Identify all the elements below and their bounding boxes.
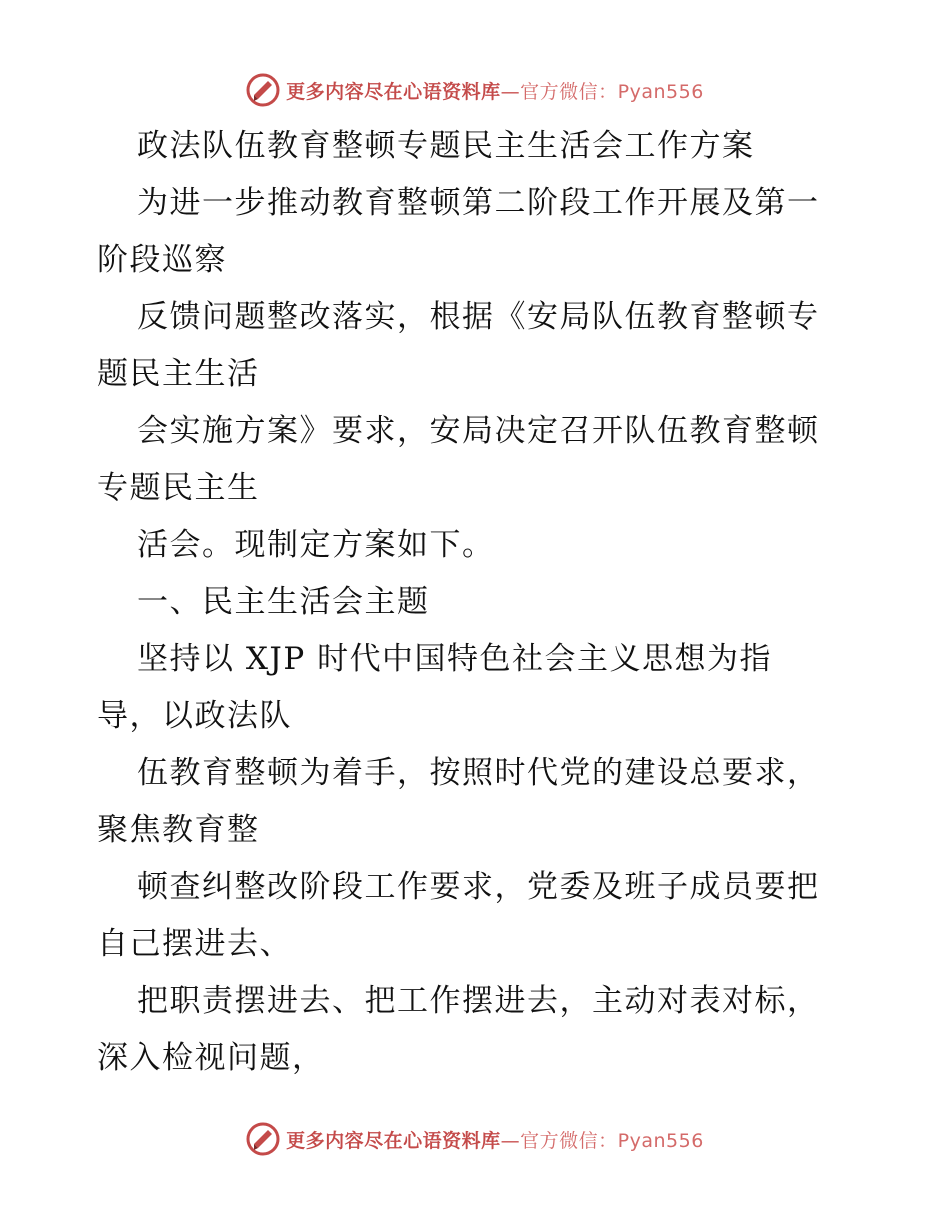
text-line: 为进一步推动教育整顿第二阶段工作开展及第一 [137,185,820,221]
banner-dash: — [500,80,521,103]
text-line: 阶段巡察 [97,242,227,278]
section-heading: 一、民主生活会主题 [137,584,430,620]
text-line: 会实施方案》要求，安局决定召开队伍教育整顿 [137,413,820,449]
banner-text [286,1126,704,1153]
banner-wechat-text: 官方微信：Pyan556 [520,1129,704,1152]
banner-wechat-text: 官方微信：Pyan556 [520,80,704,103]
text-line: 坚持以 XJP 时代中国特色社会主义思想为指 [137,641,773,677]
footer-watermark-banner [0,1119,950,1159]
text-line: 伍教育整顿为着手，按照时代党的建设总要求， [137,755,820,791]
document-body [97,118,857,1087]
banner-dash: — [500,1129,521,1152]
text-line: 聚焦教育整 [97,812,260,848]
header-watermark-banner [0,70,950,110]
banner-site-text: 更多内容尽在心语资料库 [286,80,501,103]
document-title: 政法队伍教育整顿专题民主生活会工作方案 [137,128,755,164]
text-line: 专题民主生 [97,470,260,506]
banner-text [286,77,704,104]
banner-site-text: 更多内容尽在心语资料库 [286,1129,501,1152]
text-line: 导，以政法队 [97,698,292,734]
text-line: 活会。现制定方案如下。 [137,527,495,563]
text-line: 把职责摆进去、把工作摆进去，主动对表对标， [137,983,820,1019]
text-line: 自己摆进去、 [97,926,292,962]
text-line: 题民主生活 [97,356,260,392]
text-line: 反馈问题整改落实，根据《安局队伍教育整顿专 [137,299,820,335]
text-line: 顿查纠整改阶段工作要求，党委及班子成员要把 [137,869,820,905]
brand-logo-icon [246,73,280,107]
brand-logo-icon [246,1122,280,1156]
text-line: 深入检视问题， [97,1040,325,1076]
